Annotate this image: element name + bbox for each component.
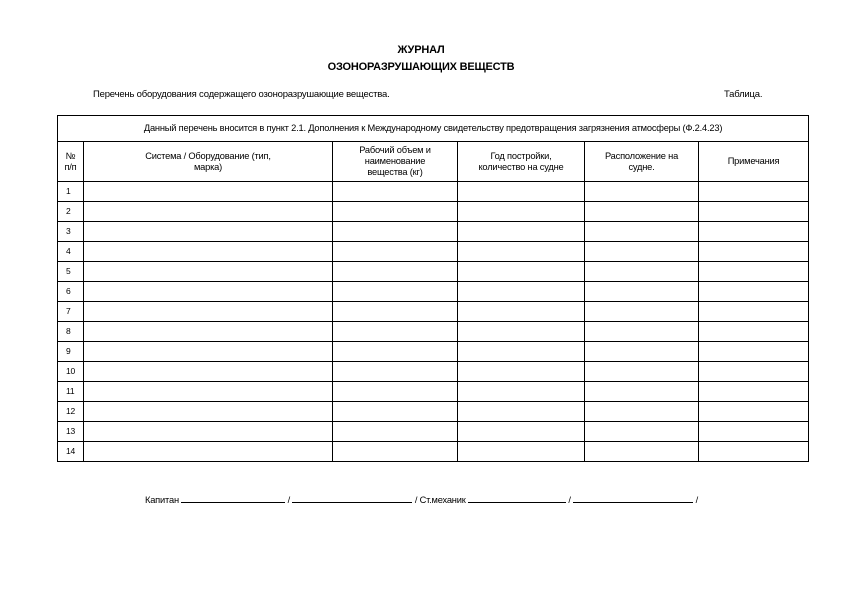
cell-year[interactable]	[458, 202, 585, 222]
cell-system[interactable]	[84, 342, 333, 362]
separator-1: /	[287, 495, 291, 505]
cell-notes[interactable]	[699, 262, 809, 282]
row-number-cell	[58, 402, 84, 422]
cell-system[interactable]	[84, 402, 333, 422]
table-row	[58, 302, 809, 322]
equipment-table	[57, 115, 809, 462]
row-number: 11	[66, 386, 75, 396]
journal-title-line1: ЖУРНАЛ	[397, 44, 445, 56]
cell-notes[interactable]	[699, 222, 809, 242]
table-row	[58, 182, 809, 202]
cell-year[interactable]	[458, 382, 585, 402]
cell-notes[interactable]	[699, 282, 809, 302]
cell-volume[interactable]	[333, 262, 458, 282]
cell-system[interactable]	[84, 202, 333, 222]
row-number-cell	[58, 302, 84, 322]
cell-year[interactable]	[458, 262, 585, 282]
cell-system[interactable]	[84, 182, 333, 202]
row-number: 10	[66, 366, 76, 376]
cell-system[interactable]	[84, 222, 333, 242]
row-number: 1	[66, 186, 71, 196]
cell-location[interactable]	[585, 202, 699, 222]
cell-notes[interactable]	[699, 362, 809, 382]
header-year-label: Год постройки, количество на судне	[478, 150, 564, 172]
cell-year[interactable]	[458, 302, 585, 322]
row-number: 3	[66, 226, 71, 236]
cell-year[interactable]	[458, 342, 585, 362]
cell-system[interactable]	[84, 362, 333, 382]
row-number-cell	[58, 382, 84, 402]
cell-year[interactable]	[458, 242, 585, 262]
cell-year[interactable]	[458, 182, 585, 202]
table-row	[58, 202, 809, 222]
row-number-cell	[58, 442, 84, 462]
cell-notes[interactable]	[699, 322, 809, 342]
cell-location[interactable]	[585, 282, 699, 302]
row-number-cell	[58, 182, 84, 202]
cell-volume[interactable]	[333, 282, 458, 302]
cell-volume[interactable]	[333, 302, 458, 322]
cell-year[interactable]	[458, 402, 585, 422]
table-row	[58, 242, 809, 262]
mechanic-signature-field[interactable]	[468, 493, 566, 503]
table-row	[58, 362, 809, 382]
header-notes-label: Примечания	[727, 156, 780, 166]
cell-system[interactable]	[84, 262, 333, 282]
mechanic-label: Ст.механик	[419, 495, 466, 505]
cell-location[interactable]	[585, 262, 699, 282]
intro-text: Перечень оборудования содержащего озоноразрушающие вещества.	[93, 89, 390, 100]
header-location	[585, 142, 699, 182]
cell-year[interactable]	[458, 362, 585, 382]
cell-system[interactable]	[84, 282, 333, 302]
row-number-cell	[58, 362, 84, 382]
cell-location[interactable]	[585, 242, 699, 262]
cell-volume[interactable]	[333, 342, 458, 362]
row-number: 2	[66, 206, 71, 216]
cell-notes[interactable]	[699, 342, 809, 362]
cell-notes[interactable]	[699, 242, 809, 262]
cell-year[interactable]	[458, 322, 585, 342]
cell-volume[interactable]	[333, 422, 458, 442]
signature-line	[145, 493, 698, 505]
separator-4: /	[695, 495, 698, 505]
row-number: 6	[66, 286, 71, 296]
cell-notes[interactable]	[699, 422, 809, 442]
row-number: 5	[66, 266, 71, 276]
table-label: Таблица.	[724, 89, 763, 100]
cell-notes[interactable]	[699, 302, 809, 322]
cell-system[interactable]	[84, 422, 333, 442]
captain-name-field[interactable]	[292, 493, 412, 503]
cell-location[interactable]	[585, 342, 699, 362]
cell-location[interactable]	[585, 442, 699, 462]
row-number: 13	[66, 426, 76, 436]
table-row	[58, 322, 809, 342]
cell-system[interactable]	[84, 442, 333, 462]
cell-system[interactable]	[84, 322, 333, 342]
cell-location[interactable]	[585, 182, 699, 202]
row-number-cell	[58, 222, 84, 242]
cell-notes[interactable]	[699, 442, 809, 462]
cell-location[interactable]	[585, 222, 699, 242]
row-number-cell	[58, 322, 84, 342]
cell-year[interactable]	[458, 442, 585, 462]
row-number-cell	[58, 242, 84, 262]
cell-location[interactable]	[585, 302, 699, 322]
cell-volume[interactable]	[333, 242, 458, 262]
cell-notes[interactable]	[699, 402, 809, 422]
row-number: 9	[66, 346, 71, 356]
cell-system[interactable]	[84, 242, 333, 262]
captain-label: Капитан	[145, 495, 179, 505]
header-volume-label: Рабочий объем и наименование вещества (кг)	[359, 145, 431, 177]
cell-volume[interactable]	[333, 182, 458, 202]
row-number-cell	[58, 342, 84, 362]
captain-signature-field[interactable]	[181, 493, 285, 503]
cell-volume[interactable]	[333, 382, 458, 402]
row-number: 7	[66, 306, 71, 316]
table-row	[58, 222, 809, 242]
row-number: 8	[66, 326, 71, 336]
cell-volume[interactable]	[333, 202, 458, 222]
table-row	[58, 442, 809, 462]
header-notes	[699, 142, 809, 182]
cell-location[interactable]	[585, 422, 699, 442]
cell-year[interactable]	[458, 422, 585, 442]
header-location-label: Расположение на судне.	[604, 150, 679, 172]
header-num-label: № п/п	[64, 150, 77, 172]
row-number-cell	[58, 262, 84, 282]
journal-title-line2: ОЗОНОРАЗРУШАЮЩИХ ВЕЩЕСТВ	[327, 61, 515, 73]
cell-location[interactable]	[585, 322, 699, 342]
header-year	[458, 142, 585, 182]
row-number: 14	[66, 446, 76, 456]
cell-location[interactable]	[585, 402, 699, 422]
row-number-cell	[58, 202, 84, 222]
table-row	[58, 342, 809, 362]
row-number-cell	[58, 282, 84, 302]
header-system	[84, 142, 333, 182]
table-row	[58, 402, 809, 422]
cell-volume[interactable]	[333, 362, 458, 382]
separator-2: /	[414, 495, 418, 505]
cell-notes[interactable]	[699, 182, 809, 202]
table-row	[58, 422, 809, 442]
cell-system[interactable]	[84, 302, 333, 322]
header-volume	[333, 142, 458, 182]
cell-year[interactable]	[458, 282, 585, 302]
cell-location[interactable]	[585, 362, 699, 382]
header-system-label: Система / Оборудование (тип, марка)	[145, 150, 271, 172]
cell-notes[interactable]	[699, 382, 809, 402]
cell-volume[interactable]	[333, 322, 458, 342]
table-row	[58, 282, 809, 302]
header-num	[58, 142, 84, 182]
cell-volume[interactable]	[333, 402, 458, 422]
table-row	[58, 382, 809, 402]
separator-3: /	[568, 495, 571, 505]
row-number: 12	[66, 406, 76, 416]
cell-volume[interactable]	[333, 442, 458, 462]
table-notice: Данный перечень вносится в пункт 2.1. Дополнения к Международному свидетельству предотвращения загрязнения атмосферы (Ф.2.4.23)	[58, 116, 809, 142]
cell-volume[interactable]	[333, 222, 458, 242]
cell-location[interactable]	[585, 382, 699, 402]
table-row	[58, 262, 809, 282]
cell-system[interactable]	[84, 382, 333, 402]
row-number: 4	[66, 246, 71, 256]
row-number-cell	[58, 422, 84, 442]
mechanic-name-field[interactable]	[573, 493, 693, 503]
cell-notes[interactable]	[699, 202, 809, 222]
cell-year[interactable]	[458, 222, 585, 242]
